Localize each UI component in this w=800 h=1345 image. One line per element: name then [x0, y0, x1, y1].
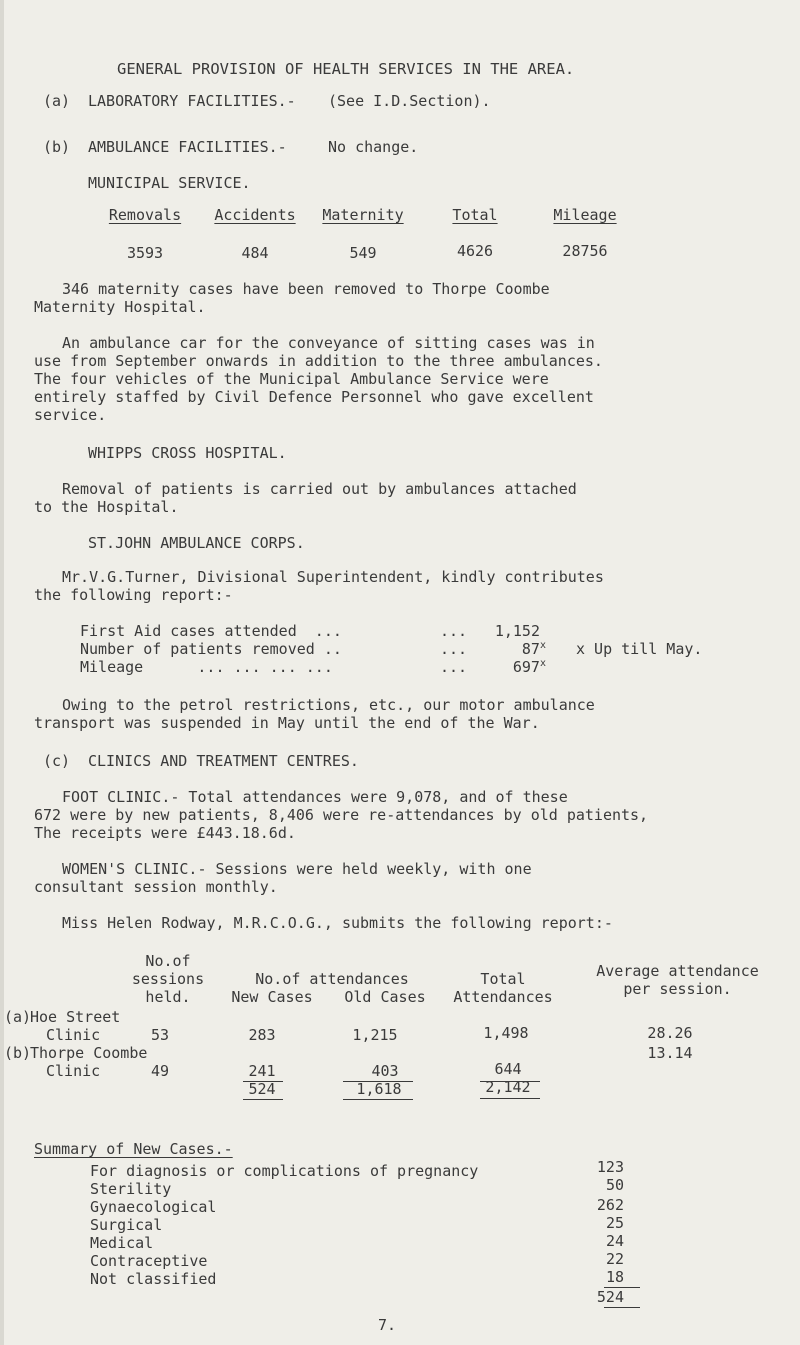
section-a-marker: (a) — [43, 92, 71, 110]
municipal-value-accidents: 484 — [241, 244, 269, 262]
para-ambulance-line-1: An ambulance car for the conveyance of sitting cases was in — [62, 334, 595, 352]
summary-item-label: Not classified — [90, 1270, 217, 1288]
stjohn-row-dots: ... — [440, 640, 477, 658]
table-cell-old: 403 — [371, 1062, 399, 1080]
whipps-line-1: Removal of patients is carried out by ambulances attached — [62, 480, 577, 498]
municipal-header-total: Total — [452, 206, 498, 224]
municipal-value-total: 4626 — [456, 242, 494, 260]
summary-item-label: Sterility — [90, 1180, 172, 1198]
summary-total: 524 — [596, 1288, 624, 1306]
table-cell-sessions: 49 — [150, 1062, 170, 1080]
total-underline — [480, 1098, 540, 1099]
table-cell-old: 1,215 — [352, 1026, 398, 1044]
stjohn-row-value: 1,152 — [494, 622, 540, 640]
page-number: 7. — [378, 1316, 397, 1334]
para-maternity-line-1: 346 maternity cases have been removed to Thorpe Coombe — [62, 280, 550, 298]
summary-item-value: 22 — [605, 1250, 624, 1268]
page-heading: GENERAL PROVISION OF HEALTH SERVICES IN THE AREA. — [117, 60, 575, 78]
section-c-title: CLINICS AND TREATMENT CENTRES. — [88, 752, 359, 770]
municipal-value-removals: 3593 — [126, 244, 164, 262]
table-cell-total: 644 — [494, 1060, 522, 1078]
municipal-header-removals: Removals — [108, 206, 182, 224]
stjohn-row-value: 697$^x$ — [512, 658, 546, 676]
summary-item-value: 262 — [596, 1196, 624, 1214]
summary-item-value: 18 — [605, 1268, 624, 1286]
table-row-marker: (a) — [4, 1008, 32, 1026]
summary-item-value: 50 — [605, 1176, 624, 1194]
rodway-intro: Miss Helen Rodway, M.R.C.O.G., submits the following report:- — [62, 914, 613, 932]
table-row-marker: (b) — [4, 1044, 32, 1062]
stjohn-intro-line-2: the following report:- — [34, 586, 233, 604]
section-b-marker: (b) — [43, 138, 71, 156]
table-header-average: Average attendance — [596, 962, 759, 980]
table-cell-sessions: 53 — [150, 1026, 170, 1044]
table-total-total: 2,142 — [485, 1078, 531, 1096]
municipal-header-mileage: Mileage — [553, 206, 617, 224]
foot-clinic-line-3: The receipts were £443.18.6d. — [34, 824, 296, 842]
foot-clinic-line-1: FOOT CLINIC.- Total attendances were 9,078, and of these — [62, 788, 568, 806]
section-a-title: LABORATORY FACILITIES.- — [88, 92, 296, 110]
stjohn-row-value: 87$^x$ — [521, 640, 546, 658]
summary-item-label: Contraceptive — [90, 1252, 208, 1270]
municipal-title: MUNICIPAL SERVICE. — [88, 174, 251, 192]
summary-item-value: 123 — [596, 1158, 624, 1176]
section-b-title: AMBULANCE FACILITIES.- — [88, 138, 287, 156]
section-b-note: No change. — [328, 138, 419, 156]
table-header-attendances: No.of attendances — [255, 970, 409, 988]
total-underline — [343, 1099, 413, 1100]
table-header-total: Total — [480, 970, 526, 988]
foot-clinic-line-2: 672 were by new patients, 8,406 were re-attendances by old patients, — [34, 806, 649, 824]
page-edge-shadow — [0, 0, 4, 1345]
section-c-marker: (c) — [43, 752, 71, 770]
municipal-header-maternity: Maternity — [322, 206, 404, 224]
total-underline — [243, 1099, 283, 1100]
municipal-value-mileage: 28756 — [562, 242, 608, 260]
summary-item-label: Surgical — [90, 1216, 163, 1234]
municipal-value-maternity: 549 — [349, 244, 377, 262]
table-row-name: Hoe Street — [30, 1008, 121, 1026]
stjohn-closing-line-2: transport was suspended in May until the end of the War. — [34, 714, 540, 732]
stjohn-row-dots: ... — [440, 658, 477, 676]
table-header-sessions: No.of — [145, 952, 191, 970]
stjohn-row-label: Number of patients removed .. — [80, 640, 342, 658]
municipal-header-accidents: Accidents — [214, 206, 296, 224]
para-ambulance-line-4: entirely staffed by Civil Defence Personnel who gave excellent — [34, 388, 594, 406]
table-total-new: 524 — [248, 1080, 276, 1098]
table-header-new-cases: New Cases — [231, 988, 313, 1006]
stjohn-footnote: x Up till May. — [576, 640, 703, 658]
table-row-name: Clinic — [46, 1062, 101, 1080]
womens-clinic-line-2: consultant session monthly. — [34, 878, 278, 896]
para-maternity-line-2: Maternity Hospital. — [34, 298, 206, 316]
stjohn-row-label: Mileage ... ... ... ... — [80, 658, 333, 676]
stjohn-title: ST.JOHN AMBULANCE CORPS. — [88, 534, 305, 552]
summary-item-value: 24 — [605, 1232, 624, 1250]
summary-item-value: 25 — [605, 1214, 624, 1232]
stjohn-row-label: First Aid cases attended ... — [80, 622, 342, 640]
section-a-note: (See I.D.Section). — [328, 92, 491, 110]
table-cell-total: 1,498 — [483, 1024, 529, 1042]
table-cell-average: 28.26 — [647, 1024, 693, 1042]
table-row-name: Clinic — [46, 1026, 101, 1044]
table-header-sessions: held. — [145, 988, 191, 1006]
summary-item-label: Medical — [90, 1234, 154, 1252]
para-ambulance-line-5: service. — [34, 406, 107, 424]
para-ambulance-line-3: The four vehicles of the Municipal Ambulance Service were — [34, 370, 549, 388]
para-ambulance-line-2: use from September onwards in addition to the three ambulances. — [34, 352, 603, 370]
table-header-old-cases: Old Cases — [344, 988, 426, 1006]
table-header-average: per session. — [623, 980, 732, 998]
summary-title: Summary of New Cases.- — [34, 1140, 233, 1158]
summary-item-label: Gynaecological — [90, 1198, 217, 1216]
stjohn-row-dots: ... — [440, 622, 477, 640]
stjohn-intro-line-1: Mr.V.G.Turner, Divisional Superintendent, kindly contributes — [62, 568, 604, 586]
table-total-old: 1,618 — [356, 1080, 402, 1098]
womens-clinic-line-1: WOMEN'S CLINIC.- Sessions were held weekly, with one — [62, 860, 532, 878]
table-cell-new: 241 — [248, 1062, 276, 1080]
stjohn-closing-line-1: Owing to the petrol restrictions, etc., our motor ambulance — [62, 696, 595, 714]
table-cell-average: 13.14 — [647, 1044, 693, 1062]
table-header-total: Attendances — [453, 988, 553, 1006]
summary-total-underline — [604, 1307, 640, 1308]
summary-item-label: For diagnosis or complications of pregnancy — [90, 1162, 479, 1180]
table-cell-new: 283 — [248, 1026, 276, 1044]
whipps-title: WHIPPS CROSS HOSPITAL. — [88, 444, 287, 462]
whipps-line-2: to the Hospital. — [34, 498, 179, 516]
table-header-sessions: sessions — [131, 970, 205, 988]
table-row-name: Thorpe Coombe — [30, 1044, 148, 1062]
